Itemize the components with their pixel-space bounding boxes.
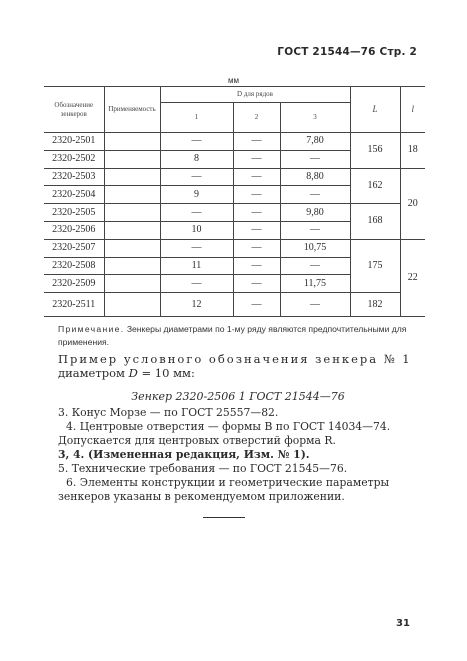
row2-cell: —: [233, 239, 280, 257]
row1-cell: —: [160, 168, 233, 186]
L-cell: 175: [350, 239, 400, 292]
row2-cell: —: [233, 293, 280, 317]
example-designation: Зенкер 2320-2506 1 ГОСТ 21544—76: [131, 390, 345, 403]
row3-cell: —: [280, 257, 350, 275]
designation-cell: 2320-2506: [44, 221, 104, 239]
example-diameter-var: D: [128, 366, 138, 380]
clause-5: 5. Технические требования — по ГОСТ 21545—76.: [58, 462, 348, 475]
page-number: 31: [396, 618, 410, 629]
row3-cell: 9,80: [280, 204, 350, 222]
row2-cell: —: [233, 150, 280, 168]
header-row-2: 2: [233, 103, 280, 133]
table-row: [44, 204, 425, 222]
table-unit: мм: [228, 76, 239, 85]
row1-cell: —: [160, 275, 233, 293]
example-intro-line: Пример условного обозначения зенкера № 1: [58, 352, 412, 366]
table-row: [44, 293, 425, 317]
header-row-3: 3: [280, 103, 350, 133]
designation-cell: 2320-2511: [44, 293, 104, 317]
row3-cell: —: [280, 221, 350, 239]
designation-cell: 2320-2509: [44, 275, 104, 293]
L-cell: 182: [350, 293, 400, 317]
designation-cell: 2320-2504: [44, 186, 104, 204]
header-d-group: D для рядов: [160, 87, 350, 103]
row1-cell: 8: [160, 150, 233, 168]
note-label: Примечание.: [58, 324, 125, 334]
l-cell: 18: [400, 133, 425, 169]
table-row: [44, 168, 425, 186]
row1-cell: 9: [160, 186, 233, 204]
l-cell: 22: [400, 239, 425, 316]
application-cell: [104, 275, 160, 293]
row2-cell: —: [233, 168, 280, 186]
row1-cell: —: [160, 204, 233, 222]
l-cell: 20: [400, 168, 425, 239]
note-text: Зенкеры диаметрами по 1-му ряду являются предпочтительными для применения.: [58, 324, 407, 347]
row2-cell: —: [233, 186, 280, 204]
row1-cell: —: [160, 133, 233, 151]
designation-cell: 2320-2507: [44, 239, 104, 257]
designation-cell: 2320-2505: [44, 204, 104, 222]
header-application: Применяемость: [104, 87, 160, 133]
row3-cell: —: [280, 150, 350, 168]
application-cell: [104, 168, 160, 186]
dimensions-table: [44, 86, 425, 317]
application-cell: [104, 150, 160, 168]
example-intro-diameter: [58, 366, 418, 380]
row3-cell: 7,80: [280, 133, 350, 151]
table-row: [44, 239, 425, 257]
page-header: ГОСТ 21544—76 Стр. 2: [277, 46, 417, 58]
designation-cell: 2320-2508: [44, 257, 104, 275]
row1-cell: 11: [160, 257, 233, 275]
row2-cell: —: [233, 204, 280, 222]
row3-cell: 8,80: [280, 168, 350, 186]
application-cell: [104, 133, 160, 151]
example-diameter-suffix: = 10 мм:: [137, 366, 195, 380]
clause-6: 6. Элементы конструкции и геометрические параметры зенкеров указаны в рекомендуемом приложении.: [58, 476, 390, 503]
table-row: [44, 133, 425, 151]
application-cell: [104, 186, 160, 204]
header-row-1: 1: [160, 103, 233, 133]
L-cell: 168: [350, 204, 400, 240]
designation-cell: 2320-2501: [44, 133, 104, 151]
header-designation: Обозначение зенкеров: [44, 87, 104, 133]
row2-cell: —: [233, 221, 280, 239]
application-cell: [104, 221, 160, 239]
row1-cell: 12: [160, 293, 233, 317]
example-intro: [58, 352, 418, 380]
L-cell: 156: [350, 133, 400, 169]
row2-cell: —: [233, 275, 280, 293]
application-cell: [104, 257, 160, 275]
clause-3: 3. Конус Морзе — по ГОСТ 25557—82.: [58, 406, 279, 419]
application-cell: [104, 239, 160, 257]
L-cell: 162: [350, 168, 400, 204]
header-l: l: [400, 87, 425, 133]
designation-cell: 2320-2503: [44, 168, 104, 186]
header-L: L: [350, 87, 400, 133]
designation-cell: 2320-2502: [44, 150, 104, 168]
row1-cell: —: [160, 239, 233, 257]
application-cell: [104, 293, 160, 317]
example-diameter-prefix: диаметром: [58, 366, 129, 380]
row3-cell: —: [280, 293, 350, 317]
table-note: [58, 323, 418, 349]
row2-cell: —: [233, 257, 280, 275]
row2-cell: —: [233, 133, 280, 151]
application-cell: [104, 204, 160, 222]
row1-cell: 10: [160, 221, 233, 239]
clause-amendment: 3, 4. (Измененная редакция, Изм. № 1).: [58, 448, 310, 461]
row3-cell: —: [280, 186, 350, 204]
clause-4: 4. Центровые отверстия — формы В по ГОСТ 14034—74. Допускается для центровых отверстий форма R.: [58, 420, 391, 447]
row3-cell: 11,75: [280, 275, 350, 293]
closing-rule: [203, 517, 245, 518]
row3-cell: 10,75: [280, 239, 350, 257]
